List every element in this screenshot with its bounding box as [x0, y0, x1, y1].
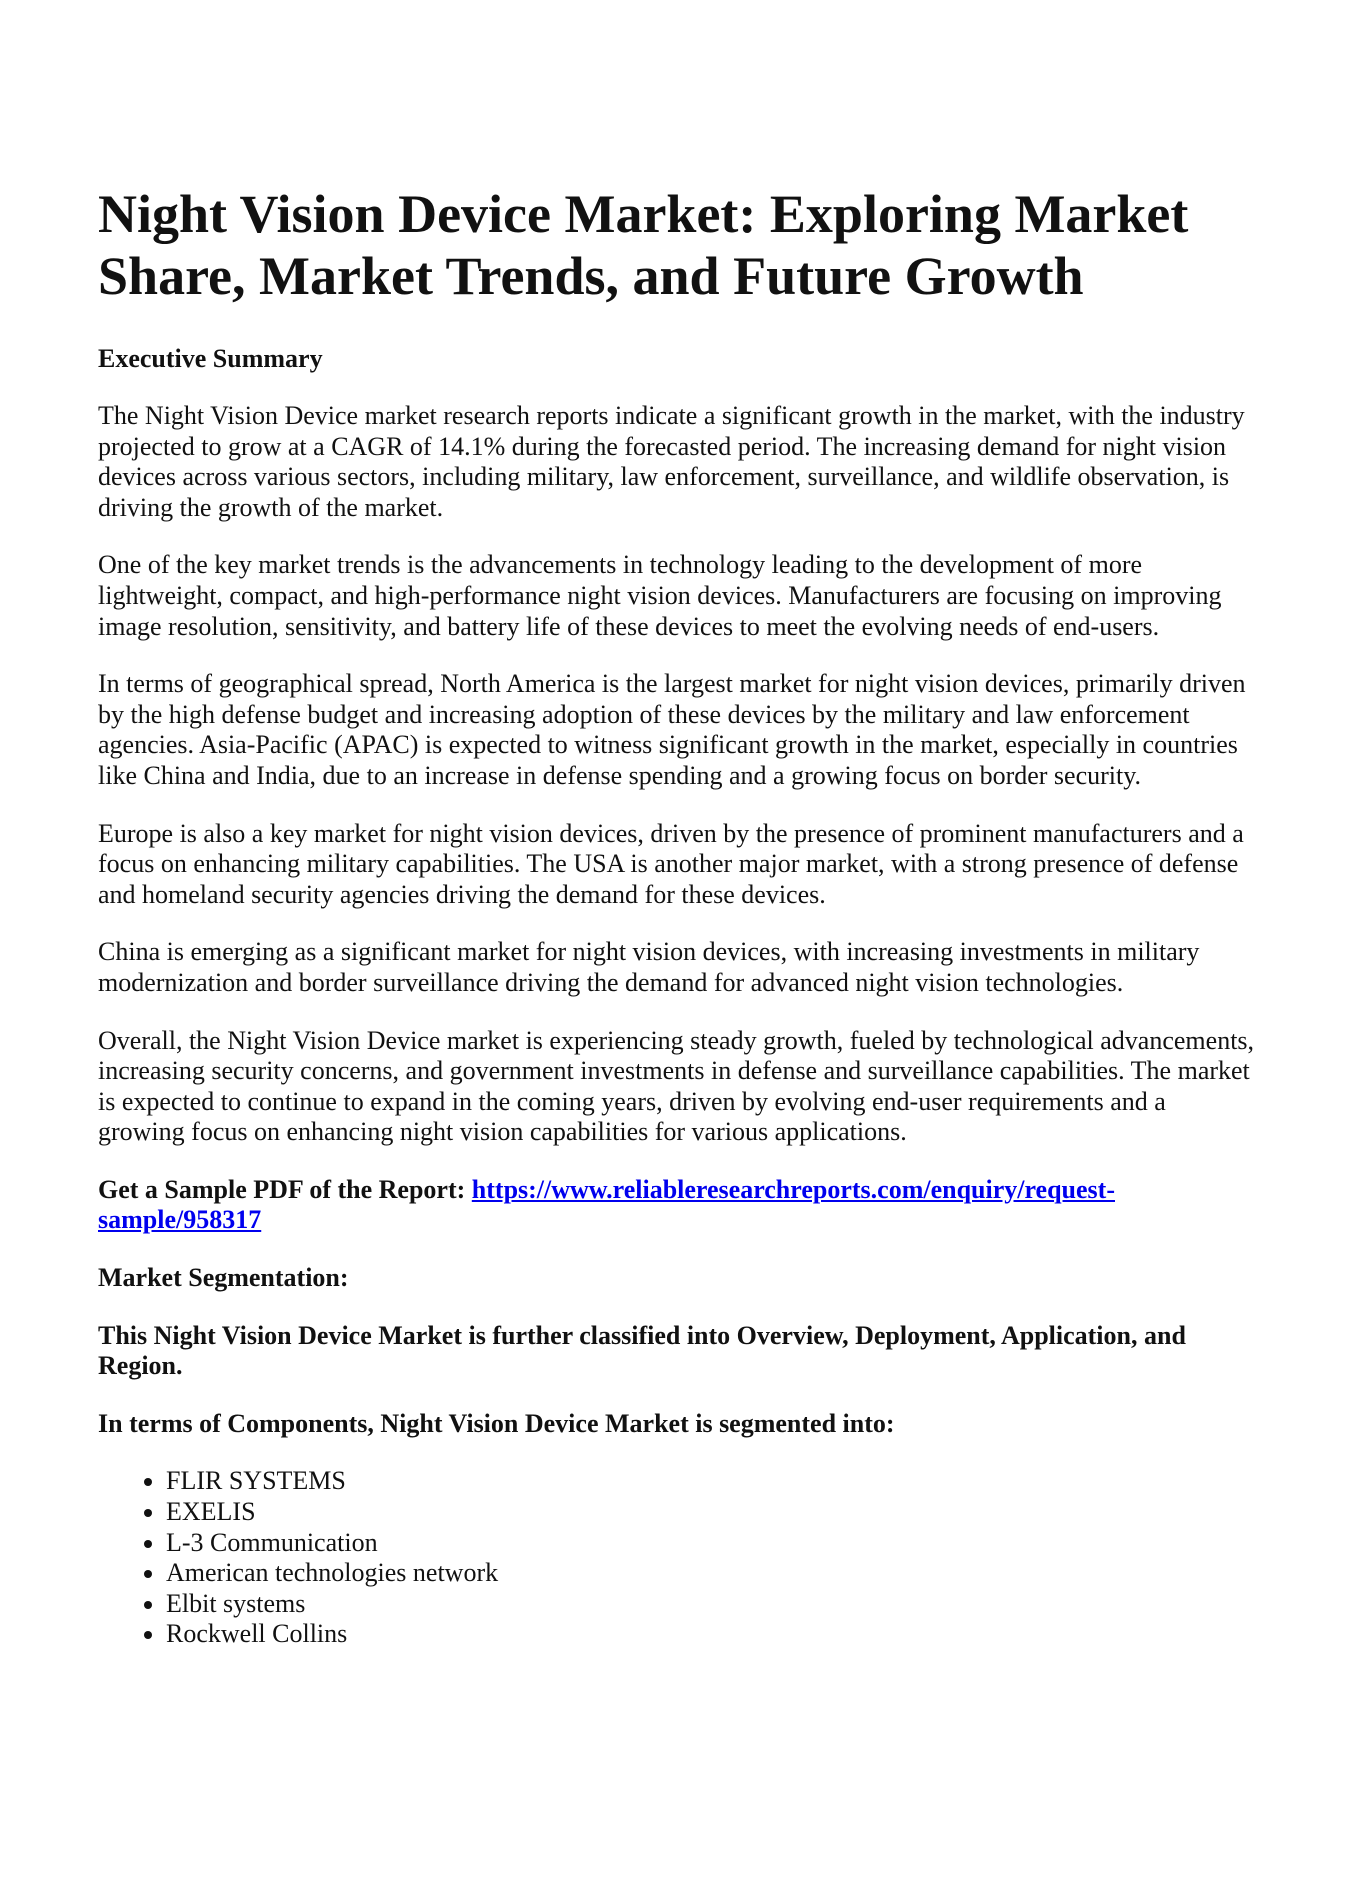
summary-paragraph: Overall, the Night Vision Device market is experiencing steady growth, fueled by technological advancements, increasing security concerns, and government investments in defense and surveillance capabilities. The market is expected to continue to expand in the coming years, driven by evolving end-user requirements and a growing focus on enhancing night vision capabilities for various applications. [98, 1025, 1255, 1147]
components-heading: In terms of Components, Night Vision Device Market is segmented into: [98, 1408, 895, 1438]
list-item: • L-3 Communication [166, 1528, 1258, 1559]
executive-summary-heading: Executive Summary [98, 344, 323, 373]
sample-pdf-line [98, 1175, 1258, 1236]
summary-paragraph: One of the key market trends is the advancements in technology leading to the development of more lightweight, compact, and high-performance night vision devices. Manufacturers are focusing on improving image resolution, sensitivity, and battery life of these devices to meet the evolving needs of end-users. [98, 550, 1222, 641]
document-page [98, 183, 1258, 1650]
sample-pdf-label: Get a Sample PDF of the Report: [98, 1174, 472, 1204]
company-list [98, 1466, 1258, 1650]
list-item: • EXELIS [166, 1497, 1258, 1528]
summary-paragraph: In terms of geographical spread, North America is the largest market for night vision devices, primarily driven by the high defense budget and increasing adoption of these devices by the military and law enforcement agencies. Asia-Pacific (APAC) is expected to witness significant growth in the market, especially in countries like China and India, due to an increase in defense spending and a growing focus on border security. [98, 669, 1246, 790]
list-item: • Elbit systems [166, 1589, 1258, 1620]
list-item: • FLIR SYSTEMS [166, 1466, 1258, 1497]
sample-pdf-link[interactable]: https://www.reliableresearchreports.com/enquiry/request-sample/958317 [98, 1174, 1115, 1235]
classification-statement: This Night Vision Device Market is further classified into Overview, Deployment, Application, and Region. [98, 1320, 1186, 1381]
summary-paragraph: China is emerging as a significant market for night vision devices, with increasing investments in military modernization and border surveillance driving the demand for advanced night vision technologies. [98, 937, 1200, 997]
market-segmentation-heading: Market Segmentation: [98, 1263, 349, 1293]
summary-paragraph: Europe is also a key market for night vision devices, driven by the presence of prominent manufacturers and a focus on enhancing military capabilities. The USA is another major market, with a strong presence of defense and homeland security agencies driving the demand for these devices. [98, 818, 1244, 909]
summary-paragraph: The Night Vision Device market research reports indicate a significant growth in the market, with the industry projected to grow at a CAGR of 14.1% during the forecasted period. The increasing demand for night vision devices across various sectors, including military, law enforcement, surveillance, and wildlife observation, is driving the growth of the market. [98, 401, 1245, 522]
list-item: • Rockwell Collins [166, 1619, 1258, 1650]
document-title: Night Vision Device Market: Exploring Market Share, Market Trends, and Future Growth [98, 184, 1189, 306]
list-item: • American technologies network [166, 1558, 1258, 1589]
